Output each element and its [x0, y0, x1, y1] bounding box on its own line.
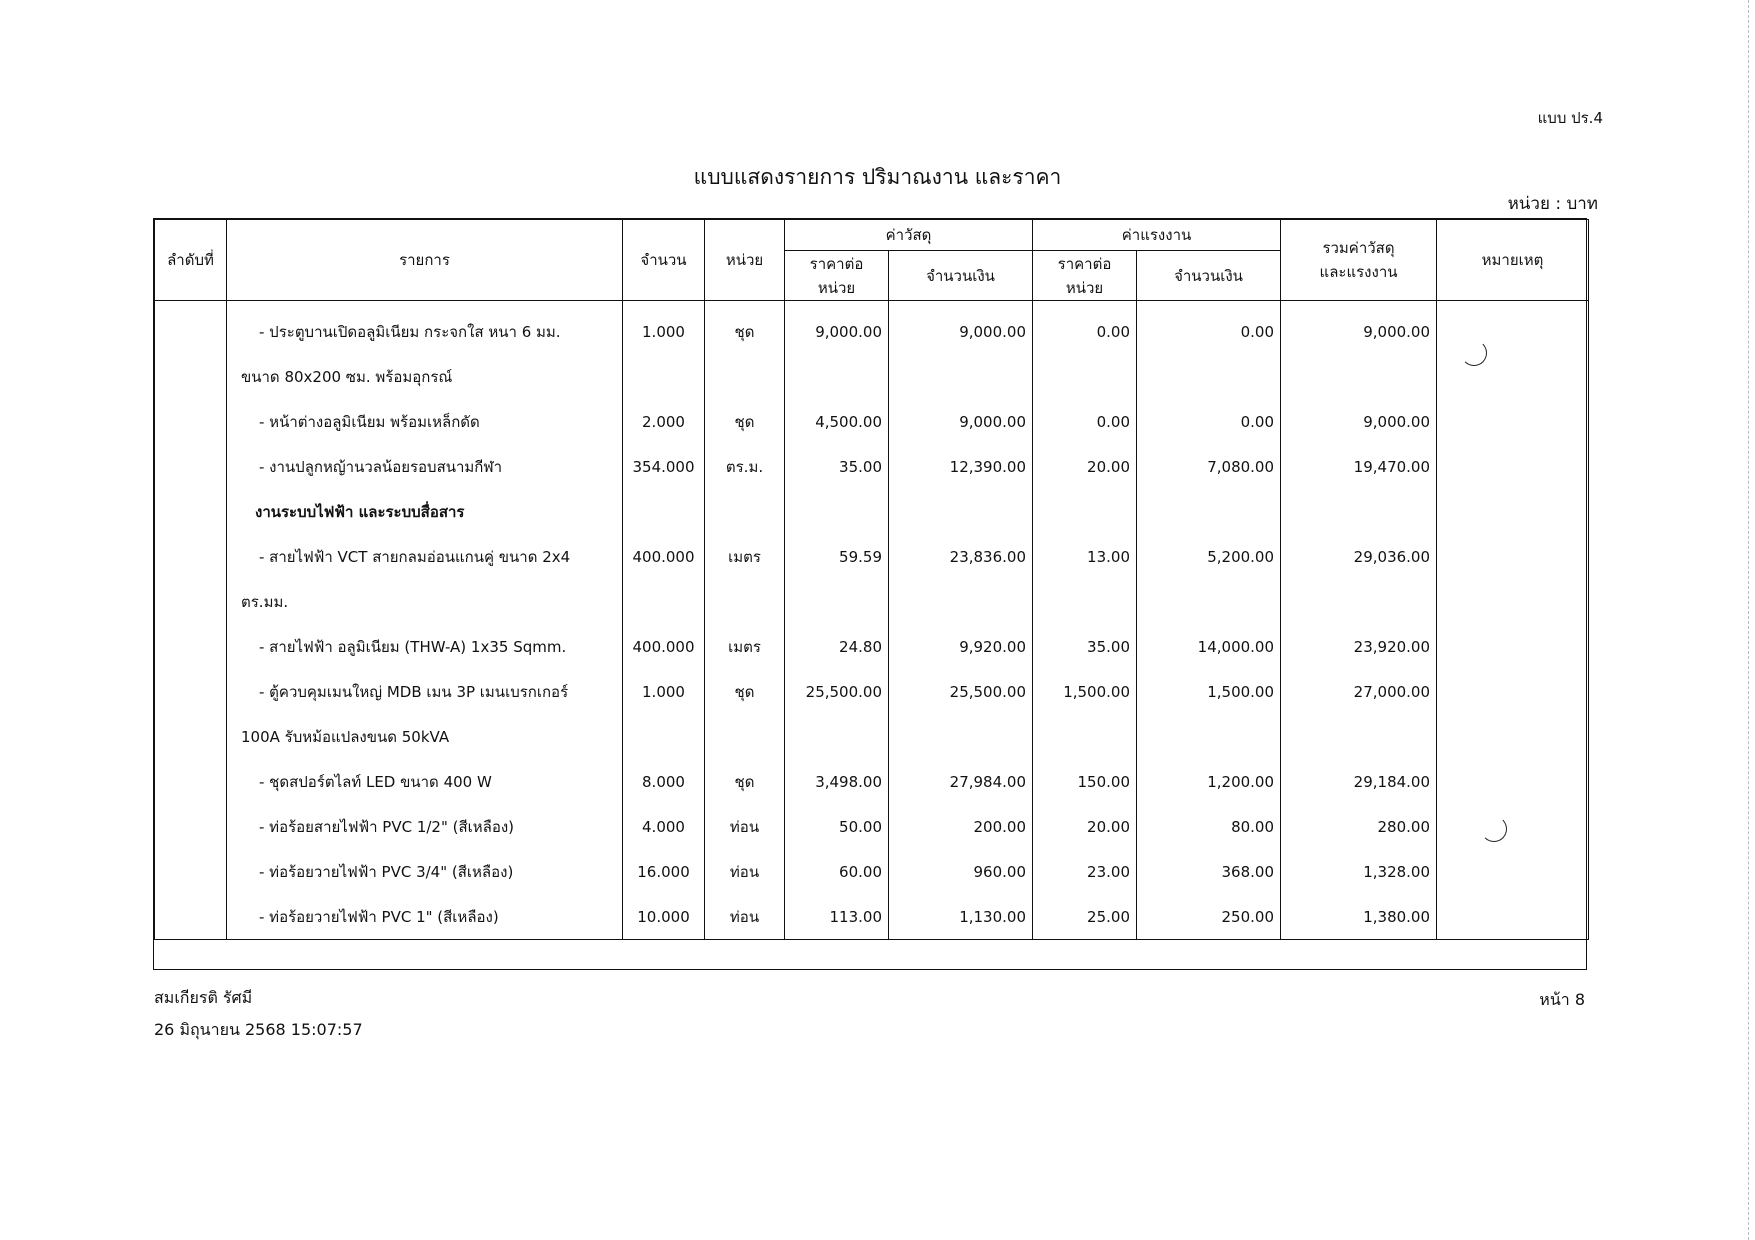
item-desc-continued: ตร.มม.	[227, 579, 623, 624]
item-qty: 10.000	[623, 894, 705, 940]
page-number: หน้า 8	[1539, 990, 1585, 1009]
labor-amount: 1,500.00	[1137, 669, 1281, 714]
material-unit-price: 4,500.00	[785, 399, 889, 444]
labor-amount: 0.00	[1137, 309, 1281, 354]
labor-amount: 7,080.00	[1137, 444, 1281, 489]
material-unit-price: 9,000.00	[785, 309, 889, 354]
row-total: 29,184.00	[1281, 759, 1437, 804]
material-unit-price: 25,500.00	[785, 669, 889, 714]
row-total: 23,920.00	[1281, 624, 1437, 669]
row-total: 1,380.00	[1281, 894, 1437, 940]
item-unit: ท่อน	[705, 849, 785, 894]
col-header-no: ลำดับที่	[155, 220, 227, 301]
labor-unit-price: 150.00	[1033, 759, 1137, 804]
material-amount: 12,390.00	[889, 444, 1033, 489]
table-row	[155, 579, 1589, 624]
labor-unit-price: 1,500.00	[1033, 669, 1137, 714]
material-amount: 200.00	[889, 804, 1033, 849]
item-desc-continued: 100A รับหม้อแปลงขนด 50kVA	[227, 714, 623, 759]
labor-unit-price: 20.00	[1033, 444, 1137, 489]
item-qty: 400.000	[623, 534, 705, 579]
item-qty: 4.000	[623, 804, 705, 849]
labor-unit-price: 25.00	[1033, 894, 1137, 940]
labor-unit-price: 0.00	[1033, 399, 1137, 444]
table-row	[155, 534, 1589, 579]
item-qty: 1.000	[623, 309, 705, 354]
labor-amount: 80.00	[1137, 804, 1281, 849]
item-desc: - งานปลูกหญ้านวลน้อยรอบสนามกีฬา	[259, 457, 503, 476]
table-row	[155, 354, 1589, 399]
item-qty: 8.000	[623, 759, 705, 804]
form-code: แบบ ปร.4	[1537, 109, 1603, 127]
material-unit-price: 60.00	[785, 849, 889, 894]
material-amount: 960.00	[889, 849, 1033, 894]
labor-unit-price: 35.00	[1033, 624, 1137, 669]
col-header-labor: ค่าแรงงาน	[1033, 220, 1281, 251]
table-row	[155, 849, 1589, 894]
boq-table-frame	[153, 218, 1587, 970]
labor-amount: 14,000.00	[1137, 624, 1281, 669]
table-row	[155, 399, 1589, 444]
material-unit-price: 59.59	[785, 534, 889, 579]
col-header-total-line2: และแรงงาน	[1319, 263, 1398, 281]
item-unit: ท่อน	[705, 804, 785, 849]
print-datetime: 26 มิถุนายน 2568 15:07:57	[154, 1020, 363, 1039]
item-unit: ตร.ม.	[705, 444, 785, 489]
col-header-material-amount: จำนวนเงิน	[889, 251, 1033, 301]
material-unit-price: 24.80	[785, 624, 889, 669]
item-qty: 16.000	[623, 849, 705, 894]
labor-amount: 0.00	[1137, 399, 1281, 444]
col-header-remark: หมายเหตุ	[1437, 220, 1589, 301]
labor-amount: 1,200.00	[1137, 759, 1281, 804]
item-unit: ชุด	[705, 309, 785, 354]
item-qty: 400.000	[623, 624, 705, 669]
item-desc-continued: ขนาด 80x200 ซม. พร้อมอุกรณ์	[227, 354, 623, 399]
col-header-material-unit-price: ราคาต่อหน่วย	[785, 251, 889, 301]
row-total: 9,000.00	[1281, 399, 1437, 444]
row-total: 19,470.00	[1281, 444, 1437, 489]
table-row	[155, 759, 1589, 804]
table-row	[155, 714, 1589, 759]
item-desc: - ท่อร้อยสายไฟฟ้า PVC 1/2" (สีเหลือง)	[259, 817, 515, 836]
table-row	[155, 894, 1589, 940]
page-title: แบบแสดงรายการ ปริมาณงาน และราคา	[693, 165, 1062, 189]
labor-unit-price: 13.00	[1033, 534, 1137, 579]
item-unit: ท่อน	[705, 894, 785, 940]
section-heading: งานระบบไฟฟ้า และระบบสื่อสาร	[227, 489, 623, 534]
material-amount: 23,836.00	[889, 534, 1033, 579]
material-amount: 9,920.00	[889, 624, 1033, 669]
col-header-total-line1: รวมค่าวัสดุ	[1322, 239, 1395, 257]
item-qty: 1.000	[623, 669, 705, 714]
row-total: 29,036.00	[1281, 534, 1437, 579]
table-row	[155, 624, 1589, 669]
item-desc: - ชุดสปอร์ตไลท์ LED ขนาด 400 W	[259, 772, 492, 791]
material-unit-price: 3,498.00	[785, 759, 889, 804]
row-total: 27,000.00	[1281, 669, 1437, 714]
col-header-item: รายการ	[227, 220, 623, 301]
item-desc: - หน้าต่างอลูมิเนียม พร้อมเหล็กดัด	[259, 412, 480, 431]
material-unit-price: 35.00	[785, 444, 889, 489]
item-desc: - ตู้ควบคุมเมนใหญ่ MDB เมน 3P เมนเบรกเกอร์	[259, 682, 569, 701]
item-desc: - สายไฟฟ้า VCT สายกลมอ่อนแกนคู่ ขนาด 2x4	[259, 547, 571, 566]
unit-note: หน่วย : บาท	[1507, 194, 1598, 214]
row-total: 1,328.00	[1281, 849, 1437, 894]
item-unit: ชุด	[705, 669, 785, 714]
boq-table	[154, 219, 1589, 940]
labor-unit-price: 0.00	[1033, 309, 1137, 354]
col-header-unit: หน่วย	[705, 220, 785, 301]
item-desc: - ท่อร้อยวายไฟฟ้า PVC 1" (สีเหลือง)	[259, 907, 499, 926]
row-total: 9,000.00	[1281, 309, 1437, 354]
table-row	[155, 804, 1589, 849]
material-unit-price: 50.00	[785, 804, 889, 849]
preparer-name: สมเกียรติ รัศมี	[154, 988, 253, 1007]
table-row	[155, 669, 1589, 714]
col-header-material: ค่าวัสดุ	[785, 220, 1033, 251]
item-desc: - สายไฟฟ้า อลูมิเนียม (THW-A) 1x35 Sqmm.	[259, 637, 567, 656]
material-amount: 25,500.00	[889, 669, 1033, 714]
item-desc: - ประตูบานเปิดอลูมิเนียม กระจกใส หนา 6 มม.	[259, 322, 561, 341]
table-row	[155, 309, 1589, 354]
item-qty: 2.000	[623, 399, 705, 444]
labor-unit-price: 23.00	[1033, 849, 1137, 894]
col-header-labor-amount: จำนวนเงิน	[1137, 251, 1281, 301]
item-unit: ชุด	[705, 759, 785, 804]
table-row	[155, 489, 1589, 534]
labor-amount: 368.00	[1137, 849, 1281, 894]
col-header-labor-unit-price: ราคาต่อหน่วย	[1033, 251, 1137, 301]
item-unit: เมตร	[705, 534, 785, 579]
table-row	[155, 444, 1589, 489]
labor-unit-price: 20.00	[1033, 804, 1137, 849]
col-header-total	[1281, 220, 1437, 301]
material-amount: 27,984.00	[889, 759, 1033, 804]
material-unit-price: 113.00	[785, 894, 889, 940]
material-amount: 9,000.00	[889, 309, 1033, 354]
material-amount: 9,000.00	[889, 399, 1033, 444]
labor-amount: 5,200.00	[1137, 534, 1281, 579]
col-header-qty: จำนวน	[623, 220, 705, 301]
row-total: 280.00	[1281, 804, 1437, 849]
material-amount: 1,130.00	[889, 894, 1033, 940]
item-unit: เมตร	[705, 624, 785, 669]
labor-amount: 250.00	[1137, 894, 1281, 940]
item-unit: ชุด	[705, 399, 785, 444]
item-qty: 354.000	[623, 444, 705, 489]
item-desc: - ท่อร้อยวายไฟฟ้า PVC 3/4" (สีเหลือง)	[259, 862, 514, 881]
